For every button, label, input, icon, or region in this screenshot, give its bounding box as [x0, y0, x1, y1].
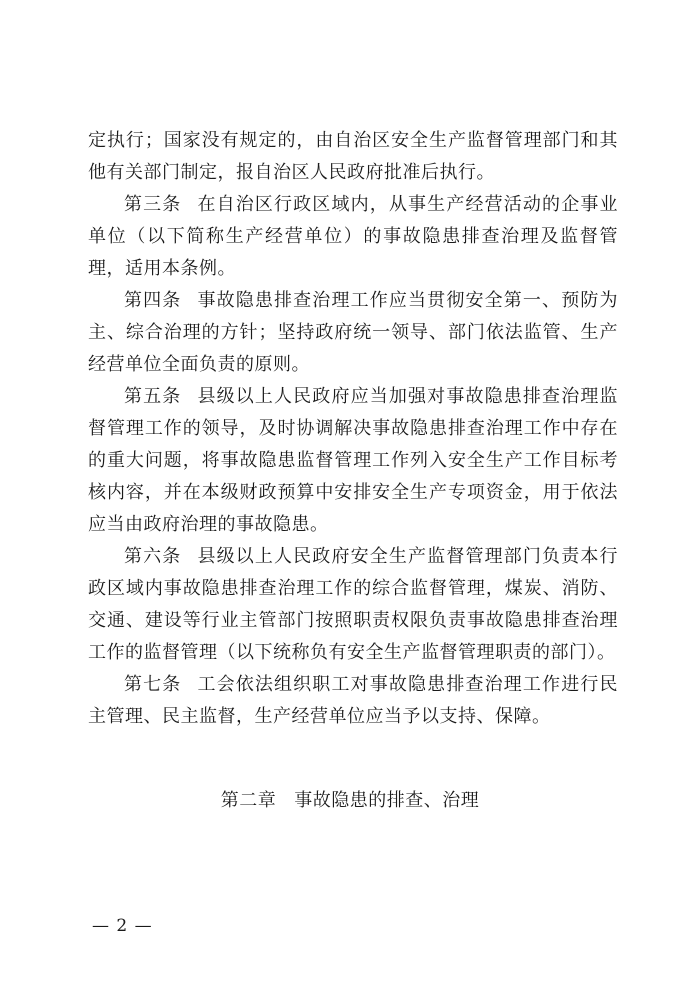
article-6-paragraph: [88, 541, 618, 669]
article-number: 第三条: [124, 194, 182, 215]
article-4-paragraph: [88, 285, 618, 381]
chapter-heading: [0, 785, 700, 817]
paragraph-text: 定执行；国家没有规定的，由自治区安全生产监督管理部门和其他有关部门制定，报自治区人民政府批准后执行。: [88, 130, 618, 183]
paragraph-text: 事故隐患排查治理工作应当贯彻安全第一、预防为主、综合治理的方针；坚持政府统一领导、部门依法监管、生产经营单位全面负责的原则。: [88, 290, 618, 375]
article-number: 第四条: [124, 290, 182, 311]
chapter-number: 第二章: [220, 790, 277, 811]
article-number: 第七条: [124, 674, 182, 695]
paragraph-text: 工会依法组织职工对事故隐患排查治理工作进行民主管理、民主监督，生产经营单位应当予以支持、保障。: [88, 674, 618, 727]
article-3-paragraph: [88, 189, 618, 285]
article-5-paragraph: [88, 381, 618, 541]
article-number: 第五条: [124, 386, 182, 407]
article-number: 第六条: [124, 546, 182, 567]
paragraph-text: 县级以上人民政府安全生产监督管理部门负责本行政区域内事故隐患排查治理工作的综合监督管理，煤炭、消防、交通、建设等行业主管部门按照职责权限负责事故隐患排查治理工作的监督管理（以下统称负有安全生产监督管理职责的部门）。: [88, 546, 618, 663]
chapter-title: 事故隐患的排查、治理: [294, 790, 480, 811]
continuation-paragraph: [88, 125, 618, 189]
paragraph-text: 在自治区行政区域内，从事生产经营活动的企事业单位（以下简称生产经营单位）的事故隐患排查治理及监督管理，适用本条例。: [88, 194, 618, 279]
paragraph-text: 县级以上人民政府应当加强对事故隐患排查治理监督管理工作的领导，及时协调解决事故隐患排查治理工作中存在的重大问题，将事故隐患监督管理工作列入安全生产工作目标考核内容，并在本级财政预算中安排安全生产专项资金，用于依法应当由政府治理的事故隐患。: [88, 386, 618, 535]
article-7-paragraph: [88, 669, 618, 733]
page-number: — 2 —: [92, 916, 153, 936]
body-text: [88, 125, 618, 733]
